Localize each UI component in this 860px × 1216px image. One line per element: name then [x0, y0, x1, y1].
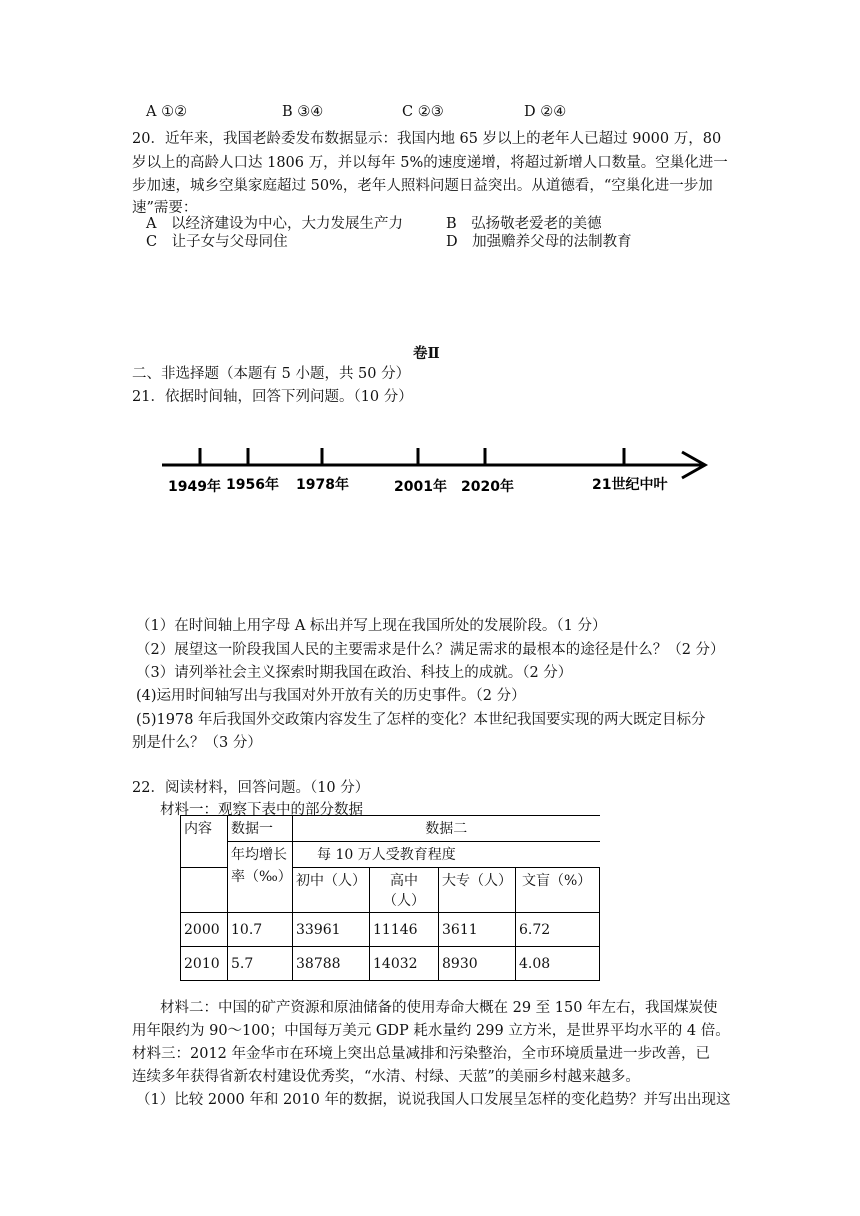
- header-data1: 数据一: [228, 816, 293, 842]
- q20-option-c: C 让子女与父母同住: [146, 234, 288, 250]
- cell-junior: 38788: [293, 947, 370, 981]
- q21-sub-1: （1）在时间轴上用字母 A 标出并写上现在我国所处的发展阶段。（1 分）: [136, 618, 607, 634]
- cell-college: 8930: [439, 947, 516, 981]
- section-heading: 二、非选择题（本题有 5 小题，共 50 分）: [132, 366, 411, 382]
- q20-line-2: 岁以上的高龄人口达 1806 万，并以每年 5%的速度递增，将超过新增人口数量。空巢化进一: [132, 155, 728, 171]
- cell-junior: 33961: [293, 913, 370, 947]
- material-3-line-2: 连续多年获得省新农村建设优秀奖，“水清、村绿、天蓝”的美丽乡村越来越多。: [132, 1069, 640, 1085]
- section-title: 卷Ⅱ: [413, 345, 440, 362]
- col-senior: 高中（人）: [370, 868, 439, 913]
- q20-option-b: B 弘扬敬老爱老的美德: [446, 216, 602, 232]
- cell-senior: 14032: [370, 947, 439, 981]
- material-2-line-1: 材料二：中国的矿产资源和原油储备的使用寿命大概在 29 至 150 年左右，我国煤炭使: [160, 1000, 718, 1016]
- header-edu: 每 10 万人受教育程度: [293, 842, 600, 868]
- cell-year: 2000: [181, 913, 228, 947]
- q21-stem: 21．依据时间轴，回答下列问题。（10 分）: [132, 389, 413, 405]
- col-college: 大专（人）: [439, 868, 516, 913]
- col-junior: 初中（人）: [293, 868, 370, 913]
- label-1949: 1949年: [168, 479, 221, 495]
- cell-illiteracy: 6.72: [516, 913, 600, 947]
- cell-year: 2010: [181, 947, 228, 981]
- table-row: [181, 947, 600, 981]
- header-content: 内容: [181, 816, 228, 868]
- q22-sub-1: （1）比较 2000 年和 2010 年的数据，说说我国人口发展呈怎样的变化趋势？并写出出现这: [136, 1092, 731, 1108]
- table-row: [181, 913, 600, 947]
- header-blank: [181, 868, 228, 913]
- header-data2: 数据二: [293, 816, 600, 842]
- material-1: 材料一：观察下表中的部分数据: [160, 802, 363, 818]
- q21-sub-5-cont: 别是什么？（3 分）: [132, 735, 262, 751]
- label-1978: 1978年: [296, 477, 349, 493]
- material-2-line-2: 用年限约为 90～100；中国每万美元 GDP 耗水量约 299 立方米，是世界平均水平的 4 倍。: [132, 1023, 730, 1039]
- cell-college: 3611: [439, 913, 516, 947]
- q20-option-d: D 加强赡养父母的法制教育: [446, 234, 632, 250]
- q21-sub-3: （3）请列举社会主义探索时期我国在政治、科技上的成就。（2 分）: [136, 665, 573, 681]
- col-illiteracy: 文盲（%）: [516, 868, 600, 913]
- label-2001: 2001年: [394, 479, 447, 495]
- cell-growth: 5.7: [228, 947, 293, 981]
- q19-option-d: D ②④: [524, 104, 567, 120]
- label-1956: 1956年: [226, 477, 279, 493]
- cell-growth: 10.7: [228, 913, 293, 947]
- label-2020: 2020年: [461, 479, 514, 495]
- timeline-figure: [160, 430, 720, 500]
- material-3-line-1: 材料三：2012 年金华市在环境上突出总量减排和污染整治，全市环境质量进一步改善，已: [132, 1046, 711, 1062]
- cell-illiteracy: 4.08: [516, 947, 600, 981]
- q21-sub-4: (4)运用时间轴写出与我国对外开放有关的历史事件。（2 分）: [136, 688, 526, 704]
- q20-line-4: 速”需要：: [132, 200, 198, 216]
- q19-option-a: A ①②: [146, 104, 188, 120]
- q19-option-b: B ③④: [282, 104, 324, 120]
- q21-sub-2: （2）展望这一阶段我国人民的主要需求是什么？满足需求的最根本的途径是什么？（2 分）: [136, 642, 725, 658]
- q21-sub-5: (5)1978 年后我国外交政策内容发生了怎样的变化？本世纪我国要实现的两大既定目标分: [136, 712, 706, 728]
- data-table: [180, 815, 600, 981]
- q22-stem: 22．阅读材料，回答问题。（10 分）: [132, 780, 370, 796]
- q20-line-1: 20．近年来，我国老龄委发布数据显示：我国内地 65 岁以上的老年人已超过 9000 万，80: [132, 131, 722, 147]
- header-growth: 年均增长率（‰）: [228, 842, 293, 913]
- q19-option-c: C ②③: [402, 104, 444, 120]
- label-21st-century: 21世纪中叶: [592, 477, 668, 493]
- cell-senior: 11146: [370, 913, 439, 947]
- q20-option-a: A 以经济建设为中心，大力发展生产力: [146, 216, 403, 232]
- q20-line-3: 步加速，城乡空巢家庭超过 50%，老年人照料问题日益突出。从道德看，“空巢化进一步加: [132, 178, 713, 194]
